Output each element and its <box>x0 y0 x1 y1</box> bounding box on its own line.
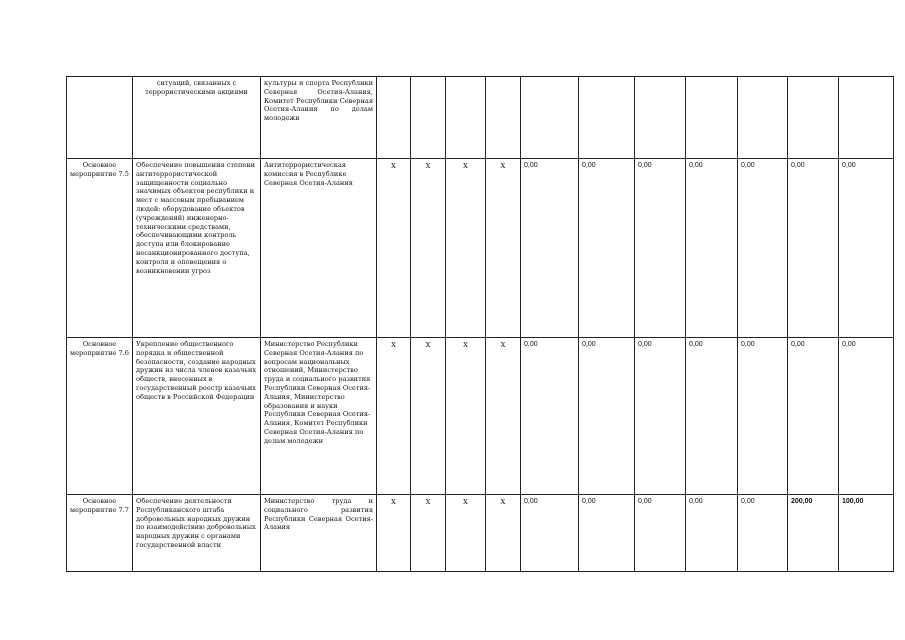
value-cell: 0,00 <box>738 495 788 572</box>
activity-number: Основное мероприятие 7.5 <box>67 159 133 338</box>
value-cell: 0,00 <box>686 495 738 572</box>
value-cell: 0,00 <box>839 338 894 495</box>
mark-cell: X <box>411 338 446 495</box>
value-cell <box>686 77 738 159</box>
value-cell: 0,00 <box>788 338 839 495</box>
value-cell: 0,00 <box>521 159 579 338</box>
activity-name: ситуаций, связанных с террористическими акциями <box>133 77 261 159</box>
table-row <box>67 338 894 495</box>
mark-cell: X <box>411 159 446 338</box>
mark-cell <box>446 77 486 159</box>
value-cell: 0,00 <box>579 495 635 572</box>
activity-name: Укрепление общественного порядка и общественной безопасности, создание народных дружин из числа членов казачьих обществ, внесенных в государственный реестр казачьих обществ в Российской Федерации <box>133 338 261 495</box>
activity-executor: Антитеррористическая комиссия в Республике Северная Осетия-Алания <box>261 159 377 338</box>
activity-number <box>67 77 133 159</box>
mark-cell: X <box>446 159 486 338</box>
value-cell: 0,00 <box>579 159 635 338</box>
mark-cell: X <box>486 338 521 495</box>
mark-cell: X <box>486 495 521 572</box>
value-cell: 100,00 <box>839 495 894 572</box>
value-cell: 0,00 <box>738 159 788 338</box>
mark-cell: X <box>411 495 446 572</box>
activity-number: Основное мероприятие 7.6 <box>67 338 133 495</box>
value-cell: 0,00 <box>686 338 738 495</box>
value-cell <box>579 77 635 159</box>
mark-cell: X <box>377 495 411 572</box>
document-table-fragment <box>66 76 883 572</box>
mark-cell: X <box>486 159 521 338</box>
value-cell: 0,00 <box>635 338 686 495</box>
mark-cell: X <box>377 338 411 495</box>
value-cell: 0,00 <box>635 159 686 338</box>
value-cell: 0,00 <box>579 338 635 495</box>
value-cell: 0,00 <box>521 495 579 572</box>
value-cell: 0,00 <box>738 338 788 495</box>
value-cell: 0,00 <box>788 159 839 338</box>
activity-executor: культуры и спорта Республики Северная Осетия-Алания, Комитет Республики Северная Осетия-Алания по делам молодежи <box>261 77 377 159</box>
value-cell <box>521 77 579 159</box>
value-cell <box>738 77 788 159</box>
value-cell: 0,00 <box>839 159 894 338</box>
activity-number: Основное мероприятие 7.7 <box>67 495 133 572</box>
value-cell <box>788 77 839 159</box>
mark-cell: X <box>446 495 486 572</box>
program-activities-table <box>66 76 894 572</box>
value-cell: 0,00 <box>635 495 686 572</box>
value-cell: 0,00 <box>521 338 579 495</box>
activity-name: Обеспечение повышения степени антитеррористической защищенности социально значимых объектов республики и мест с массовым пребыванием людей: оборудование объектов (учреждений) инженерно-техническими средствами, обеспечивающими контроль доступа или блокирование несанкционированного доступа, контроля и оповещения о возникновении угроз <box>133 159 261 338</box>
mark-cell: X <box>377 159 411 338</box>
table-row <box>67 159 894 338</box>
mark-cell: X <box>446 338 486 495</box>
table-row <box>67 77 894 159</box>
activity-executor: Министерство Республики Северная Осетия-Алания по вопросам национальных отношений, Министерство труда и социального развития Республики Северная Осетия-Алания, Министерство образования и науки Республики Северная Осетия-Алания, Комитет Республики Северная Осетия-Алания по делам молодежи <box>261 338 377 495</box>
mark-cell <box>486 77 521 159</box>
activity-name: Обеспечение деятельности Республиканского штаба добровольных народных дружин по взаимодействию добровольных народных дружин с органами государственной власти <box>133 495 261 572</box>
value-cell: 200,00 <box>788 495 839 572</box>
value-cell: 0,00 <box>686 159 738 338</box>
value-cell <box>839 77 894 159</box>
mark-cell <box>377 77 411 159</box>
mark-cell <box>411 77 446 159</box>
activity-executor: Министерство труда и социального развития Республики Северная Осетия-Алания <box>261 495 377 572</box>
table-row <box>67 495 894 572</box>
value-cell <box>635 77 686 159</box>
